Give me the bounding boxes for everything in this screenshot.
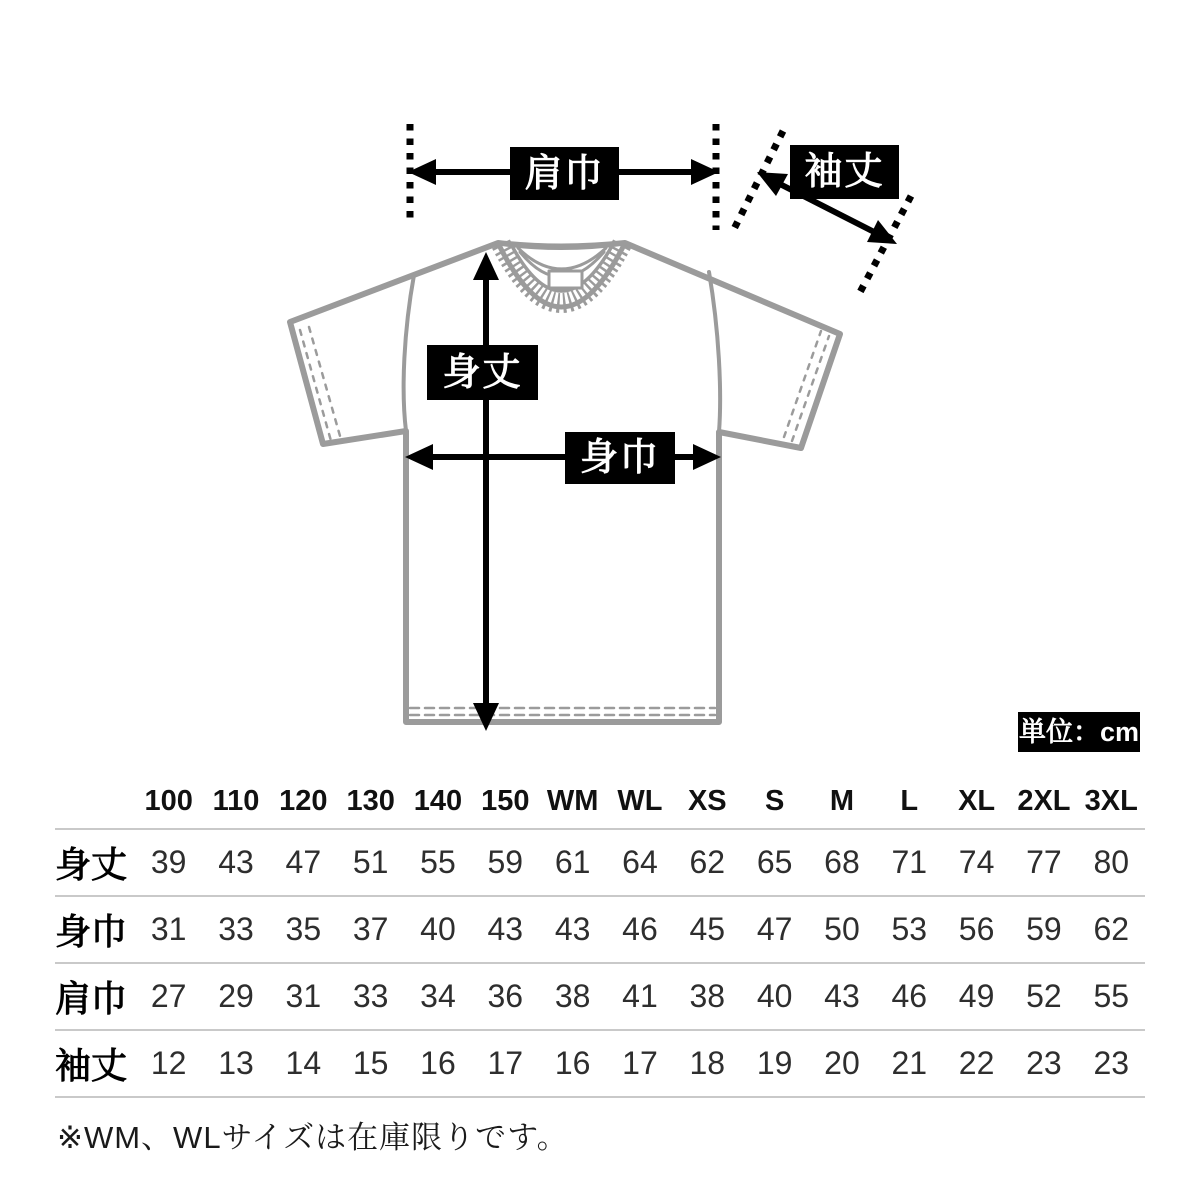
footnote: ※WM、WLサイズは在庫限りです。: [57, 1120, 569, 1155]
size-value-cell: 20: [824, 1045, 860, 1081]
size-value-cell: 31: [150, 911, 187, 947]
size-value-cell: 38: [689, 978, 726, 1014]
size-value-cell: 56: [958, 911, 995, 947]
size-value-cell: 15: [352, 1045, 389, 1081]
body-width-label: 身巾: [565, 432, 675, 484]
size-value-cell: 47: [756, 911, 793, 947]
unit-badge: 単位：cm: [1018, 712, 1140, 752]
size-value-cell: 35: [285, 911, 322, 947]
size-value-cell: 50: [824, 911, 860, 947]
size-value-cell: 13: [218, 1045, 254, 1081]
size-value-cell: 43: [218, 844, 254, 880]
size-table-header-row: [55, 775, 1145, 828]
row-label: 身丈: [55, 844, 128, 885]
size-column-header: WL: [617, 785, 663, 817]
size-value-cell: 29: [218, 978, 254, 1014]
size-value-cell: 39: [150, 844, 187, 880]
size-value-cell: 46: [891, 978, 928, 1014]
size-value-cell: 43: [824, 978, 860, 1014]
size-value-cell: 71: [891, 844, 928, 880]
neck-tag: [549, 271, 582, 288]
size-value-cell: 64: [622, 844, 658, 880]
size-value-cell: 16: [554, 1045, 591, 1081]
size-value-cell: 45: [689, 911, 726, 947]
size-value-cell: 18: [689, 1045, 726, 1081]
size-table: [55, 775, 1145, 1098]
size-value-cell: 62: [1093, 911, 1130, 947]
row-label: 身巾: [55, 911, 128, 952]
size-value-cell: 22: [958, 1045, 995, 1081]
size-column-header: 2XL: [1017, 785, 1071, 817]
arrowhead: [691, 159, 719, 185]
size-value-cell: 40: [420, 911, 456, 947]
table-row: [55, 895, 1145, 962]
size-value-cell: 49: [958, 978, 995, 1014]
size-value-cell: 16: [420, 1045, 456, 1081]
size-value-cell: 34: [420, 978, 456, 1014]
size-value-cell: 62: [689, 844, 726, 880]
size-value-cell: 53: [891, 911, 928, 947]
row-label: 袖丈: [55, 1045, 128, 1086]
size-value-cell: 33: [218, 911, 254, 947]
size-value-cell: 38: [554, 978, 591, 1014]
size-value-cell: 47: [285, 844, 322, 880]
size-value-cell: 17: [487, 1045, 524, 1081]
size-value-cell: 43: [487, 911, 524, 947]
body-length-label: 身丈: [427, 345, 538, 400]
size-value-cell: 19: [756, 1045, 793, 1081]
size-column-header: 3XL: [1084, 785, 1138, 817]
size-value-cell: 17: [622, 1045, 658, 1081]
size-value-cell: 77: [1026, 844, 1062, 880]
arrowhead: [408, 159, 436, 185]
size-column-header: L: [900, 785, 919, 817]
size-column-header: XS: [687, 785, 727, 817]
size-column-header: WM: [546, 785, 599, 817]
size-value-cell: 61: [554, 844, 591, 880]
size-value-cell: 43: [554, 911, 591, 947]
size-value-cell: 37: [352, 911, 389, 947]
size-value-cell: 52: [1026, 978, 1062, 1014]
size-value-cell: 51: [352, 844, 389, 880]
table-row: [55, 828, 1145, 895]
size-value-cell: 40: [756, 978, 793, 1014]
size-column-header: M: [829, 785, 855, 817]
size-column-header: 140: [413, 785, 463, 817]
size-column-header: 150: [481, 785, 530, 817]
size-value-cell: 12: [150, 1045, 187, 1081]
size-value-cell: 55: [1093, 978, 1130, 1014]
size-value-cell: 36: [487, 978, 524, 1014]
sleeve-length-label: 袖丈: [790, 145, 899, 199]
size-value-cell: 74: [958, 844, 995, 880]
size-value-cell: 33: [352, 978, 389, 1014]
size-value-cell: 68: [824, 844, 860, 880]
size-column-header: S: [764, 785, 785, 817]
table-row: [55, 962, 1145, 1029]
size-value-cell: 59: [487, 844, 524, 880]
row-label: 肩巾: [55, 978, 128, 1019]
size-value-cell: 23: [1026, 1045, 1062, 1081]
size-value-cell: 27: [150, 978, 187, 1014]
size-value-cell: 41: [622, 978, 658, 1014]
size-column-header: XL: [958, 785, 996, 817]
size-value-cell: 14: [285, 1045, 322, 1081]
size-column-header: 130: [346, 785, 395, 817]
shoulder-width-label: 肩巾: [510, 147, 619, 200]
size-column-header: 120: [279, 785, 328, 817]
size-value-cell: 59: [1026, 911, 1062, 947]
size-value-cell: 23: [1093, 1045, 1130, 1081]
size-value-cell: 21: [891, 1045, 928, 1081]
size-column-header: 110: [212, 785, 260, 817]
size-value-cell: 65: [756, 844, 793, 880]
size-value-cell: 55: [420, 844, 456, 880]
table-row: [55, 1029, 1145, 1098]
size-value-cell: 80: [1093, 844, 1130, 880]
size-value-cell: 46: [622, 911, 658, 947]
size-value-cell: 31: [285, 978, 322, 1014]
size-column-header: 100: [144, 785, 193, 817]
